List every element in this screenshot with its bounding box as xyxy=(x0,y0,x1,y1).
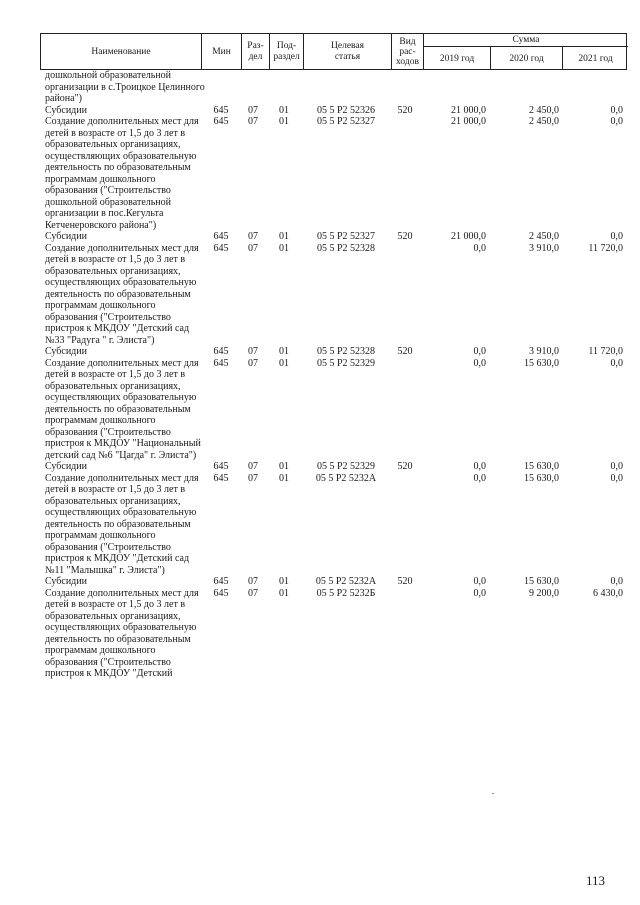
cell-2020: 2 450,0 xyxy=(529,104,559,116)
cell-2019: 0,0 xyxy=(473,346,486,357)
header-summa: Сумма xyxy=(423,34,628,47)
cell-2021: 0,0 xyxy=(610,472,623,484)
cell-name: Создание дополнительных мест для детей в возрасте от 1,5 до 3 лет в образовательных организациях, осуществляющих образовательную деятельность по образовательным программам дошкольного образования ("Строительство пристроя к МКДОУ "Национальный детский сад №6 "Цагда" г. Элиста") xyxy=(45,357,201,461)
cell-razdel: 07 xyxy=(248,116,258,127)
table-row xyxy=(40,116,627,231)
cell-2019: 0,0 xyxy=(473,242,486,254)
cell-2021: 6 430,0 xyxy=(593,587,623,599)
cell-2020: 15 630,0 xyxy=(524,472,559,484)
cell-celevaya: 05 5 Р2 52326 xyxy=(316,104,376,116)
cell-min: 645 xyxy=(213,357,229,369)
header-razdel: Раз- дел xyxy=(241,34,269,70)
cell-celevaya: 05 5 Р2 52327 xyxy=(316,231,376,242)
cell-podrazdel: 01 xyxy=(279,357,289,369)
cell-2021: 0,0 xyxy=(610,576,623,587)
cell-razdel: 07 xyxy=(248,472,258,484)
cell-2021: 0,0 xyxy=(610,231,623,242)
cell-min: 645 xyxy=(213,587,229,599)
cell-celevaya: 05 5 Р2 52327 xyxy=(316,116,376,127)
cell-podrazdel: 01 xyxy=(279,346,289,357)
cell-2019: 0,0 xyxy=(473,576,486,587)
cell-2021: 0,0 xyxy=(610,461,623,472)
cell-name: Субсидии xyxy=(45,346,87,357)
cell-2019: 21 000,0 xyxy=(451,104,486,116)
cell-2021: 0,0 xyxy=(610,357,623,369)
cell-2019: 21 000,0 xyxy=(451,231,486,242)
cell-razdel: 07 xyxy=(248,357,258,369)
cell-min: 645 xyxy=(213,116,229,127)
cell-2019: 0,0 xyxy=(473,357,486,369)
header-podrazdel: Под- раздел xyxy=(269,34,303,70)
cell-min: 645 xyxy=(213,472,229,484)
cell-min: 645 xyxy=(213,346,229,357)
cell-vid: 520 xyxy=(397,231,413,242)
cell-name: Создание дополнительных мест для детей в возрасте от 1,5 до 3 лет в образовательных организациях, осуществляющих образовательную деятельность по образовательным программам дошкольного образования ("Строительство пристроя к МКДОУ "Детский xyxy=(45,587,199,679)
cell-name: Субсидии xyxy=(45,231,87,242)
cell-min: 645 xyxy=(213,104,229,116)
cell-razdel: 07 xyxy=(248,346,258,357)
table-row xyxy=(40,70,627,105)
cell-celevaya: 05 5 Р2 52328 xyxy=(316,346,376,357)
cell-2019: 0,0 xyxy=(473,587,486,599)
page-number: 113 xyxy=(586,873,606,888)
cell-vid: 520 xyxy=(397,104,413,116)
cell-razdel: 07 xyxy=(248,461,258,472)
cell-min: 645 xyxy=(213,461,229,472)
table-row xyxy=(40,358,627,462)
cell-podrazdel: 01 xyxy=(279,104,289,116)
cell-podrazdel: 01 xyxy=(279,116,289,127)
table-body xyxy=(40,70,627,680)
cell-2021: 0,0 xyxy=(610,116,623,127)
header-year-2019: 2019 год xyxy=(423,47,490,70)
cell-name: Субсидии xyxy=(45,104,87,116)
table-row xyxy=(40,243,627,347)
cell-podrazdel: 01 xyxy=(279,231,289,242)
header-name: Наименование xyxy=(91,46,151,57)
cell-podrazdel: 01 xyxy=(279,472,289,484)
cell-razdel: 07 xyxy=(248,104,258,116)
cell-podrazdel: 01 xyxy=(279,576,289,587)
cell-name: Создание дополнительных мест для детей в возрасте от 1,5 до 3 лет в образовательных организациях, осуществляющих образовательную деятельность по образовательным программам дошкольного образования ("Строительство пристроя к МКДОУ "Детский сад №33 "Радуга " г. Элиста") xyxy=(45,242,199,346)
cell-celevaya: 05 5 Р2 52329 xyxy=(316,357,376,369)
cell-podrazdel: 01 xyxy=(279,242,289,254)
cell-2020: 2 450,0 xyxy=(529,116,559,127)
cell-2021: 11 720,0 xyxy=(588,346,623,357)
cell-2020: 3 910,0 xyxy=(529,242,559,254)
cell-min: 645 xyxy=(213,576,229,587)
cell-name: дошкольной образовательной организации в с.Троицкое Целинного района") xyxy=(45,70,205,104)
cell-vid: 520 xyxy=(397,346,413,357)
cell-2020: 15 630,0 xyxy=(524,461,559,472)
cell-podrazdel: 01 xyxy=(279,587,289,599)
cell-celevaya: 05 5 Р2 52328 xyxy=(316,242,376,254)
cell-razdel: 07 xyxy=(248,242,258,254)
cell-celevaya: 05 5 Р2 5232А xyxy=(315,472,377,484)
cell-min: 645 xyxy=(213,231,229,242)
table-row xyxy=(40,576,627,588)
cell-razdel: 07 xyxy=(248,576,258,587)
table-row xyxy=(40,346,627,358)
header-celevaya: Целевая статья xyxy=(303,34,391,70)
cell-2021: 0,0 xyxy=(610,104,623,116)
cell-name: Субсидии xyxy=(45,576,87,587)
header-year-2020: 2020 год xyxy=(490,47,562,70)
cell-razdel: 07 xyxy=(248,587,258,599)
cell-2019: 21 000,0 xyxy=(451,116,486,127)
table-row xyxy=(40,588,627,680)
table-row xyxy=(40,231,627,243)
cell-name: Создание дополнительных мест для детей в возрасте от 1,5 до 3 лет в образовательных организациях, осуществляющих образовательную деятельность по образовательным программам дошкольного образования ("Строительство пристроя к МКДОУ "Детский сад №11 "Малышка" г. Элиста") xyxy=(45,472,199,576)
cell-vid: 520 xyxy=(397,461,413,472)
cell-vid: 520 xyxy=(397,576,413,587)
header-vid: Вид рас- ходов xyxy=(391,34,423,70)
table-row xyxy=(40,105,627,117)
cell-2021: 11 720,0 xyxy=(588,242,623,254)
cell-name: Создание дополнительных мест для детей в возрасте от 1,5 до 3 лет в образовательных организациях, осуществляющих образовательную деятельность по образовательным программам дошкольного образования ("Строительство дошкольной образовательной организации в пос.Кегульта Кетченеровского района") xyxy=(45,116,199,231)
table-header xyxy=(40,33,627,70)
cell-2020: 15 630,0 xyxy=(524,357,559,369)
cell-2020: 3 910,0 xyxy=(529,346,559,357)
cell-min: 645 xyxy=(213,242,229,254)
cell-celevaya: 05 5 Р2 52329 xyxy=(316,461,376,472)
header-min: Мин xyxy=(201,34,241,70)
table-row xyxy=(40,473,627,577)
cell-celevaya: 05 5 Р2 5232Б xyxy=(316,587,376,599)
cell-2020: 15 630,0 xyxy=(524,576,559,587)
cell-2020: 9 200,0 xyxy=(529,587,559,599)
scan-speck xyxy=(492,793,494,794)
cell-name: Субсидии xyxy=(45,461,87,472)
cell-razdel: 07 xyxy=(248,231,258,242)
cell-podrazdel: 01 xyxy=(279,461,289,472)
cell-2020: 2 450,0 xyxy=(529,231,559,242)
cell-2019: 0,0 xyxy=(473,472,486,484)
cell-celevaya: 05 5 Р2 5232А xyxy=(315,576,377,587)
table-row xyxy=(40,461,627,473)
header-year-2021: 2021 год xyxy=(562,47,628,70)
cell-2019: 0,0 xyxy=(473,461,486,472)
